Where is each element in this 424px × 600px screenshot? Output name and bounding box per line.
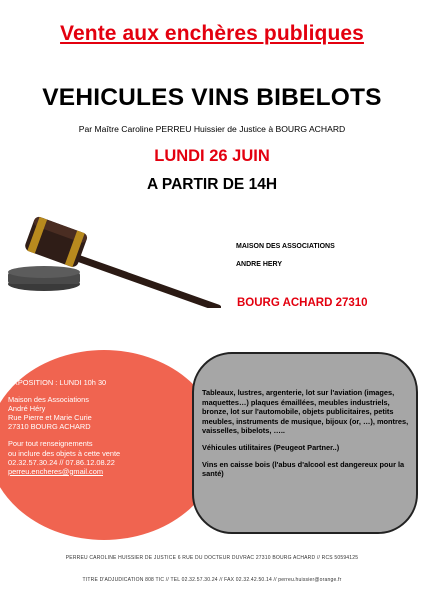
- lots-vehicles: Véhicules utilitaires (Peugeot Partner..): [202, 442, 340, 452]
- byline: Par Maître Caroline PERREU Huissier de Justice à BOURG ACHARD: [78, 124, 346, 134]
- lots-wines: Vins en caisse bois (l'abus d'alcool est dangereux pour la santé): [202, 459, 405, 479]
- footer-address: PERREU CAROLINE HUISSIER DE JUSTICE 6 RUE DU DOCTEUR DUVRAC 27310 BOURG ACHARD // RCS 50594125: [65, 555, 359, 561]
- contact-line: Pour tout renseignements: [8, 439, 93, 449]
- exposition-info: [8, 378, 208, 482]
- sale-date: LUNDI 26 JUIN: [154, 147, 270, 165]
- venue-city: BOURG ACHARD 27310: [237, 297, 368, 309]
- page-title: VEHICULES VINS BIBELOTS: [42, 84, 382, 111]
- contact-info: [8, 439, 208, 475]
- contact-line: ou inclure des objets à cette vente: [8, 448, 121, 458]
- venue-block: [236, 238, 335, 274]
- address-line: 27310 BOURG ACHARD: [8, 422, 91, 432]
- lots-description: [202, 388, 412, 486]
- contact-email-link[interactable]: perreu.encheres@gmail.com: [8, 466, 103, 476]
- exposition-address: [8, 395, 208, 431]
- contact-phone: 02.32.57.30.24 // 07.86.12.08.22: [8, 457, 115, 467]
- banner-title: Vente aux enchères publiques: [60, 22, 364, 45]
- gavel-icon: [6, 208, 221, 308]
- venue-name: MAISON DES ASSOCIATIONS: [236, 243, 335, 250]
- address-line: Rue Pierre et Marie Curie: [8, 413, 92, 423]
- address-line: Maison des Associations: [8, 395, 89, 405]
- footer-contact: TITRE D'ADJUDICATION 808 TIC // TEL 02.32.57.30.24 // FAX 02.32.42.50.14 // perreu.huissier@orange.fr: [82, 577, 342, 583]
- venue-subname: ANDRE HERY: [236, 261, 283, 268]
- sale-time: A PARTIR DE 14H: [146, 176, 278, 193]
- exposition-heading: EXPOSITION : LUNDI 10h 30: [8, 378, 107, 387]
- auction-banner: [0, 22, 424, 46]
- address-line: André Héry: [8, 404, 46, 414]
- lots-items: Tableaux, lustres, argenterie, lot sur l'aviation (images, maquettes…) plaques émaillées, meubles industriels, bronze, lot sur l'automobile, objets publicitaires, petits meubles, instruments de musique, bijoux (or, …), montres, vaisselles, bibelots, …..: [202, 388, 409, 436]
